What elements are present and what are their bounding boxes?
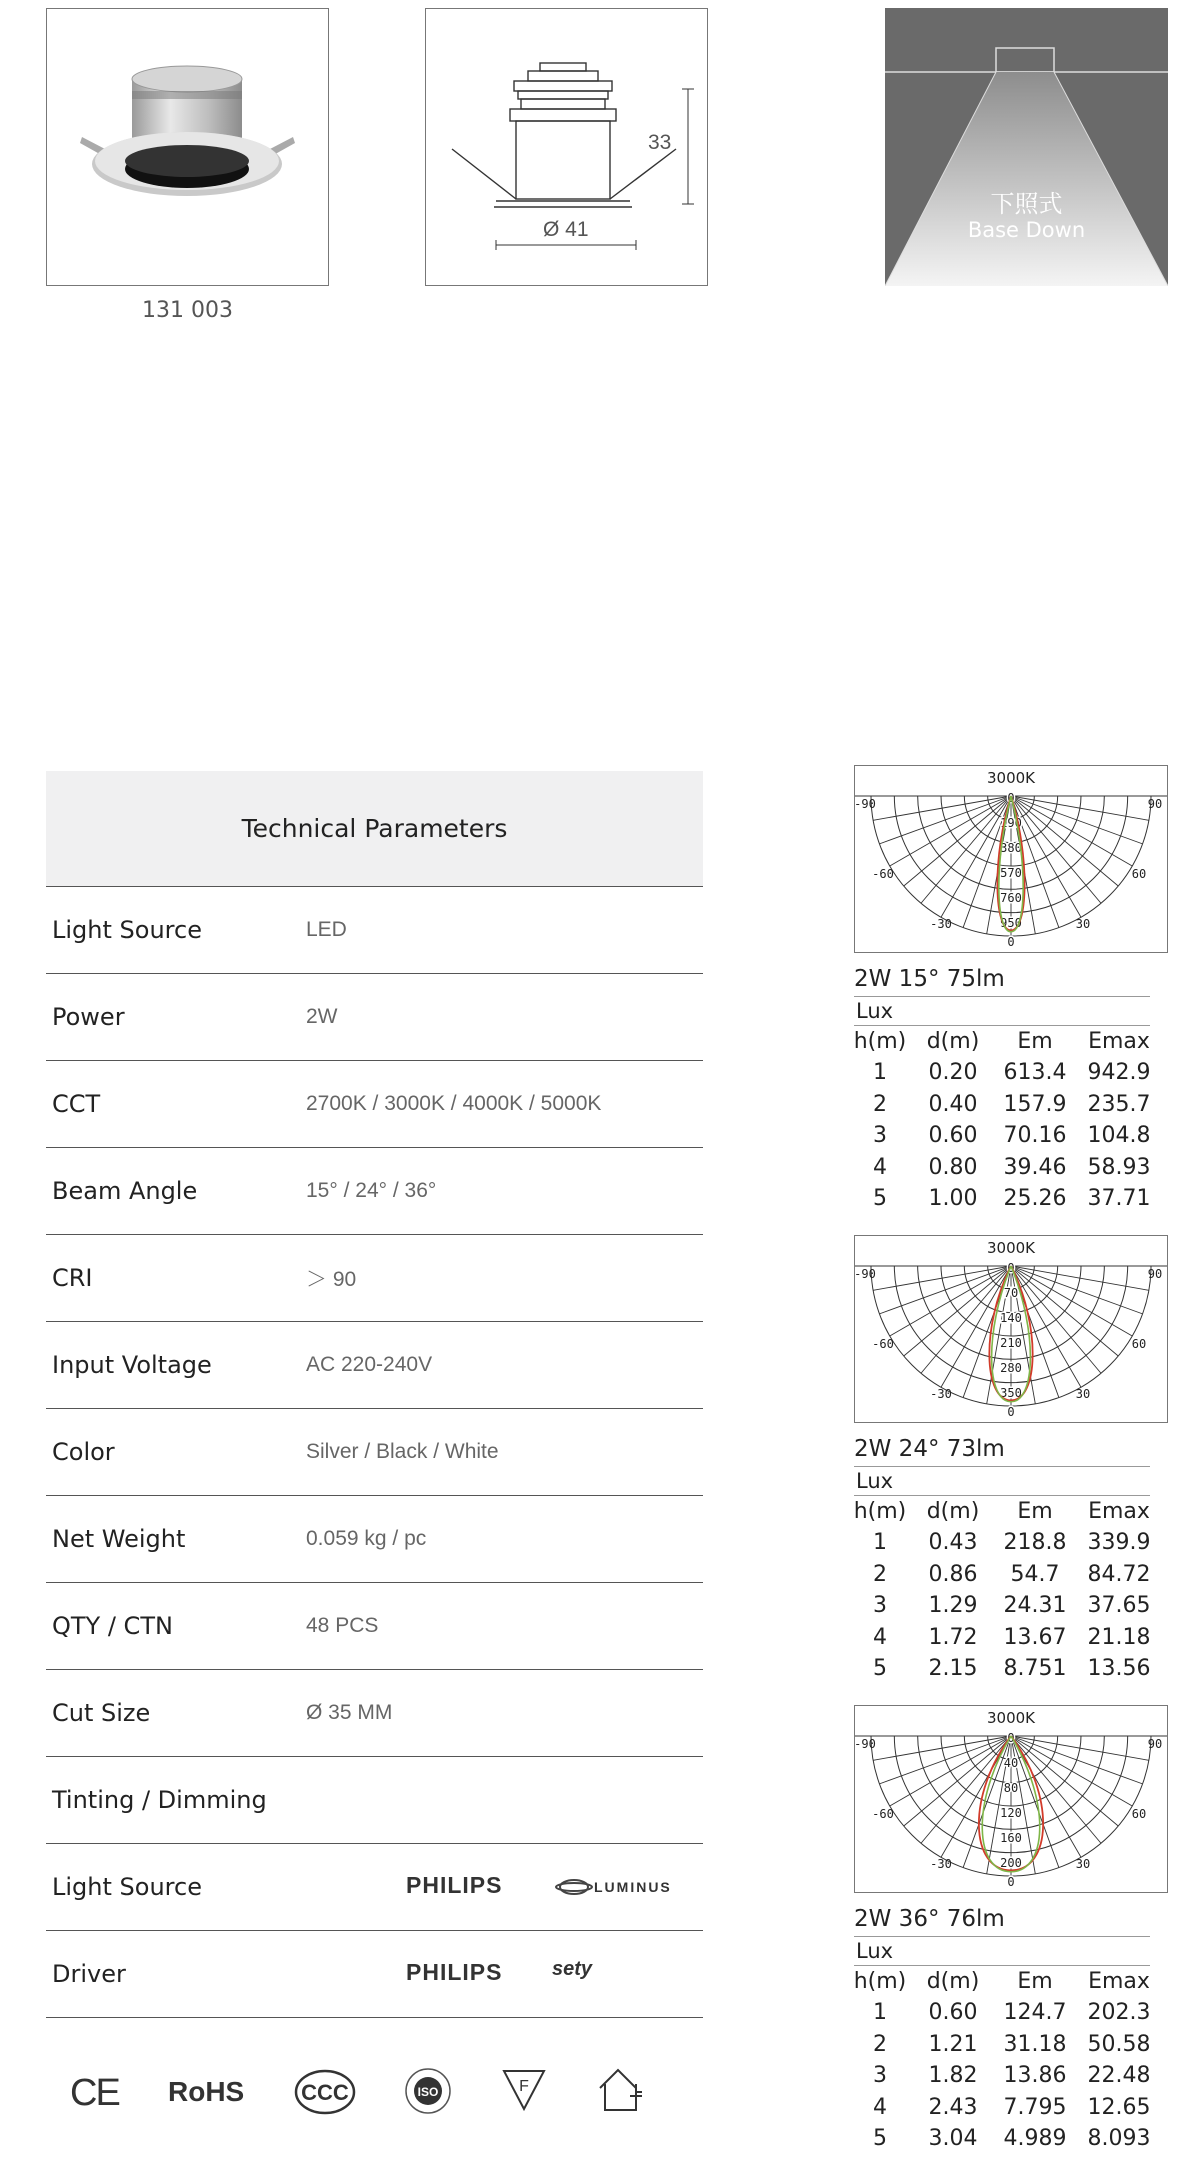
- cell: 21.18: [1087, 1624, 1151, 1650]
- polar-angle-label: -60: [872, 1807, 894, 1821]
- photometric-row: [848, 2092, 1168, 2123]
- polar-angle-label: -60: [872, 867, 894, 881]
- cell: 2: [873, 2031, 887, 2057]
- col-header: Em: [1017, 1499, 1053, 1524]
- photometric-table: [848, 1026, 1168, 1214]
- cell: 84.72: [1087, 1561, 1151, 1587]
- cell: 339.9: [1087, 1530, 1151, 1556]
- polar-cct-label: 3000K: [986, 769, 1036, 787]
- photometric-row: [848, 1057, 1168, 1088]
- polar-cct-label: 3000K: [986, 1239, 1036, 1257]
- tech-row-value: 2W: [306, 1005, 338, 1028]
- polar-scale-label: 0: [1007, 1405, 1015, 1419]
- photometric-table: [848, 1496, 1168, 1684]
- f-mark-icon: [502, 2069, 546, 2111]
- cell: 58.93: [1087, 1154, 1151, 1180]
- tech-row-label: CCT: [52, 1090, 101, 1118]
- cell: 0.60: [928, 2000, 978, 2026]
- polar-scale-label: 0: [1007, 1875, 1015, 1889]
- photometric-header-row: [848, 1026, 1168, 1057]
- cell: 1: [873, 2000, 887, 2026]
- cell: 0.60: [928, 1123, 978, 1149]
- col-header: Em: [1017, 1969, 1053, 1994]
- tech-brand-row-label: Light Source: [52, 1873, 202, 1901]
- polar-angle-label: 30: [1075, 917, 1091, 931]
- cell: 7.795: [1003, 2094, 1067, 2120]
- photometric-row: [848, 1590, 1168, 1621]
- polar-diagram: [854, 1705, 1168, 1893]
- cell: 0.80: [928, 1154, 978, 1180]
- polar-scale-label: 0: [1007, 935, 1015, 949]
- svg-text:CCC: CCC: [301, 2080, 349, 2105]
- cell: 235.7: [1087, 1091, 1151, 1117]
- tech-row-label: QTY / CTN: [52, 1612, 173, 1640]
- polar-scale-label: 280: [1000, 1361, 1022, 1375]
- polar-scale-label: 350: [1000, 1386, 1022, 1400]
- cell: 1.72: [928, 1624, 978, 1650]
- mount-type-cn: 下照式: [990, 190, 1063, 218]
- tech-row: [46, 974, 703, 1061]
- cell: 3: [873, 1123, 887, 1149]
- col-header: d(m): [926, 1969, 980, 1994]
- col-header: h(m): [853, 1969, 907, 1994]
- cell: 4: [873, 1624, 887, 1650]
- polar-scale-label: 190: [1000, 816, 1022, 830]
- polar-scale-label: 40: [1003, 1756, 1019, 1770]
- polar-scale-label: 140: [1000, 1311, 1022, 1325]
- tech-brand-row: [46, 1844, 703, 1931]
- polar-scale-label: 120: [1000, 1806, 1022, 1820]
- cell: 13.67: [1003, 1624, 1067, 1650]
- cell: 5: [873, 1185, 887, 1211]
- cell: 124.7: [1003, 2000, 1067, 2026]
- photometric-row: [848, 1089, 1168, 1120]
- cell: 3: [873, 1593, 887, 1619]
- photometric-title: 2W 36° 76lm: [854, 1906, 1005, 1932]
- svg-text:ISO: ISO: [417, 2085, 439, 2099]
- tech-row-value: Ø 35 MM: [306, 1701, 393, 1724]
- col-header: Emax: [1088, 1969, 1150, 1994]
- cell: 24.31: [1003, 1593, 1067, 1619]
- tech-row-value: 15° / 24° / 36°: [306, 1179, 437, 1202]
- cell: 4: [873, 1154, 887, 1180]
- mount-type-panel: [885, 8, 1168, 286]
- polar-angle-label: -30: [930, 1857, 952, 1871]
- tech-row-label: Power: [52, 1003, 125, 1031]
- cell: 13.56: [1087, 1655, 1151, 1681]
- photometric-unit: Lux: [854, 996, 1150, 1026]
- photometric-row: [848, 1120, 1168, 1151]
- tech-row-value: 48 PCS: [306, 1614, 379, 1637]
- cell: 1.29: [928, 1593, 978, 1619]
- dimension-diameter-label: Ø 41: [543, 218, 589, 241]
- polar-scale-label: 380: [1000, 841, 1022, 855]
- photometric-title: 2W 24° 73lm: [854, 1436, 1005, 1462]
- polar-angle-label: -90: [855, 1737, 876, 1751]
- cell: 942.9: [1087, 1060, 1151, 1086]
- col-header: Emax: [1088, 1029, 1150, 1054]
- cell: 202.3: [1087, 2000, 1151, 2026]
- col-header: Emax: [1088, 1499, 1150, 1524]
- cell: 1: [873, 1530, 887, 1556]
- cell: 1: [873, 1060, 887, 1086]
- luminus-logo-icon: [554, 1876, 594, 1902]
- polar-scale-label: 210: [1000, 1336, 1022, 1350]
- tech-row-value: 0.059 kg / pc: [306, 1527, 427, 1550]
- svg-text:F: F: [519, 2078, 529, 2095]
- class-ii-house-icon: [596, 2066, 646, 2114]
- polar-scale-label: 760: [1000, 891, 1022, 905]
- ccc-mark-icon: [294, 2068, 356, 2116]
- tech-brand-row: [46, 1931, 703, 2018]
- cell: 37.65: [1087, 1593, 1151, 1619]
- dimension-height-label: 33: [648, 131, 672, 154]
- cell: 31.18: [1003, 2031, 1067, 2057]
- polar-scale-label: 0: [1007, 1261, 1015, 1275]
- cell: 13.86: [1003, 2063, 1067, 2089]
- tech-row: [46, 1235, 703, 1322]
- product-code: 131 003: [142, 298, 233, 323]
- cell: 4: [873, 2094, 887, 2120]
- photometric-row: [848, 1653, 1168, 1684]
- tech-row-label: Net Weight: [52, 1525, 186, 1553]
- polar-angle-label: 90: [1147, 797, 1163, 811]
- brand-philips-logo: PHILIPS: [406, 1959, 503, 1985]
- brand-luminus-logo: LUMINUS: [594, 1879, 672, 1895]
- tech-row-label: Light Source: [52, 916, 202, 944]
- col-header: Em: [1017, 1029, 1053, 1054]
- cell: 70.16: [1003, 1123, 1067, 1149]
- polar-scale-label: 70: [1003, 1286, 1019, 1300]
- polar-scale-label: 160: [1000, 1831, 1022, 1845]
- brand-philips-logo: PHILIPS: [406, 1872, 503, 1898]
- col-header: d(m): [926, 1499, 980, 1524]
- photometric-row: [848, 1183, 1168, 1214]
- polar-angle-label: -30: [930, 1387, 952, 1401]
- polar-cct-label: 3000K: [986, 1709, 1036, 1727]
- polar-scale-label: 0: [1007, 1731, 1015, 1745]
- cell: 2.15: [928, 1655, 978, 1681]
- photometric-row: [848, 2060, 1168, 2091]
- cell: 2.43: [928, 2094, 978, 2120]
- photometric-title: 2W 15° 75lm: [854, 966, 1005, 992]
- photometric-row: [848, 2029, 1168, 2060]
- photometric-unit: Lux: [854, 1466, 1150, 1496]
- cell: 3.04: [928, 2125, 978, 2151]
- cell: 22.48: [1087, 2063, 1151, 2089]
- tech-params-title: Technical Parameters: [46, 771, 703, 887]
- polar-angle-label: 30: [1075, 1387, 1091, 1401]
- cell: 0.20: [928, 1060, 978, 1086]
- cell: 2: [873, 1091, 887, 1117]
- tech-row-label: CRI: [52, 1264, 93, 1292]
- tech-row-label: Tinting / Dimming: [52, 1786, 267, 1814]
- cell: 5: [873, 2125, 887, 2151]
- tech-row-value: AC 220-240V: [306, 1353, 433, 1376]
- polar-angle-label: 90: [1147, 1267, 1163, 1281]
- polar-diagram-svg: [855, 766, 1167, 952]
- photometric-row: [848, 1559, 1168, 1590]
- col-header: h(m): [853, 1029, 907, 1054]
- tech-row-label: Beam Angle: [52, 1177, 198, 1205]
- photometric-row: [848, 2123, 1168, 2154]
- tech-row: [46, 1496, 703, 1583]
- tech-row: [46, 887, 703, 974]
- tech-row-label: Color: [52, 1438, 115, 1466]
- polar-angle-label: 30: [1075, 1857, 1091, 1871]
- polar-diagram-svg: [855, 1236, 1167, 1422]
- polar-angle-label: 90: [1147, 1737, 1163, 1751]
- rohs-icon: RoHS: [168, 2076, 245, 2107]
- tech-brand-row-label: Driver: [52, 1960, 126, 1988]
- cell: 4.989: [1003, 2125, 1067, 2151]
- tech-row-value: LED: [306, 918, 347, 941]
- cell: 1.82: [928, 2063, 978, 2089]
- polar-angle-label: 60: [1131, 1337, 1147, 1351]
- tech-row-label: Cut Size: [52, 1699, 151, 1727]
- polar-angle-label: -90: [855, 797, 876, 811]
- photometric-header-row: [848, 1966, 1168, 1997]
- mount-type-illustration: [885, 8, 1168, 286]
- tech-row: [46, 1583, 703, 1670]
- polar-angle-label: -90: [855, 1267, 876, 1281]
- tech-row-value: ＞ 90: [306, 1268, 357, 1291]
- cell: 50.58: [1087, 2031, 1151, 2057]
- cell: 8.751: [1003, 1655, 1067, 1681]
- polar-diagram: [854, 1235, 1168, 1423]
- cell: 5: [873, 1655, 887, 1681]
- polar-angle-label: 60: [1131, 1807, 1147, 1821]
- iso-mark-icon: [404, 2067, 452, 2115]
- cell: 8.093: [1087, 2125, 1151, 2151]
- polar-scale-label: 0: [1007, 791, 1015, 805]
- cell: 1.00: [928, 1185, 978, 1211]
- photometric-unit: Lux: [854, 1936, 1150, 1966]
- photometric-table: [848, 1966, 1168, 2154]
- polar-scale-label: 570: [1000, 866, 1022, 880]
- col-header: h(m): [853, 1499, 907, 1524]
- photometric-header-row: [848, 1496, 1168, 1527]
- polar-angle-label: -60: [872, 1337, 894, 1351]
- cell: 3: [873, 2063, 887, 2089]
- mount-type-en: Base Down: [967, 218, 1086, 242]
- tech-row: [46, 1409, 703, 1496]
- polar-angle-label: -30: [930, 917, 952, 931]
- product-photo-frame: [46, 8, 329, 286]
- cell: 613.4: [1003, 1060, 1067, 1086]
- tech-row: [46, 1322, 703, 1409]
- tech-row-value: Silver / Black / White: [306, 1440, 499, 1463]
- polar-diagram-svg: [855, 1706, 1167, 1892]
- cell: 0.86: [928, 1561, 978, 1587]
- tech-row-value: 2700K / 3000K / 4000K / 5000K: [306, 1092, 602, 1115]
- photometric-row: [848, 1997, 1168, 2028]
- cell: 0.43: [928, 1530, 978, 1556]
- cell: 2: [873, 1561, 887, 1587]
- cell: 0.40: [928, 1091, 978, 1117]
- tech-row: [46, 1148, 703, 1235]
- tech-row: [46, 1061, 703, 1148]
- cell: 104.8: [1087, 1123, 1151, 1149]
- brand-driver-logo: sety: [552, 1958, 593, 1980]
- polar-diagram: [854, 765, 1168, 953]
- cell: 1.21: [928, 2031, 978, 2057]
- photometric-row: [848, 1622, 1168, 1653]
- cell: 37.71: [1087, 1185, 1151, 1211]
- photometric-row: [848, 1527, 1168, 1558]
- tech-row: [46, 1757, 703, 1844]
- polar-scale-label: 200: [1000, 1856, 1022, 1870]
- col-header: d(m): [926, 1029, 980, 1054]
- cell: 54.7: [1010, 1561, 1060, 1587]
- photometric-row: [848, 1152, 1168, 1183]
- cell: 218.8: [1003, 1530, 1067, 1556]
- product-photo: [47, 9, 328, 285]
- ce-mark-icon: CE: [70, 2072, 119, 2114]
- cell: 25.26: [1003, 1185, 1067, 1211]
- polar-angle-label: 60: [1131, 867, 1147, 881]
- cell: 39.46: [1003, 1154, 1067, 1180]
- polar-scale-label: 80: [1003, 1781, 1019, 1795]
- cell: 12.65: [1087, 2094, 1151, 2120]
- polar-scale-label: 950: [1000, 916, 1022, 930]
- tech-row: [46, 1670, 703, 1757]
- tech-row-label: Input Voltage: [52, 1351, 212, 1379]
- cell: 157.9: [1003, 1091, 1067, 1117]
